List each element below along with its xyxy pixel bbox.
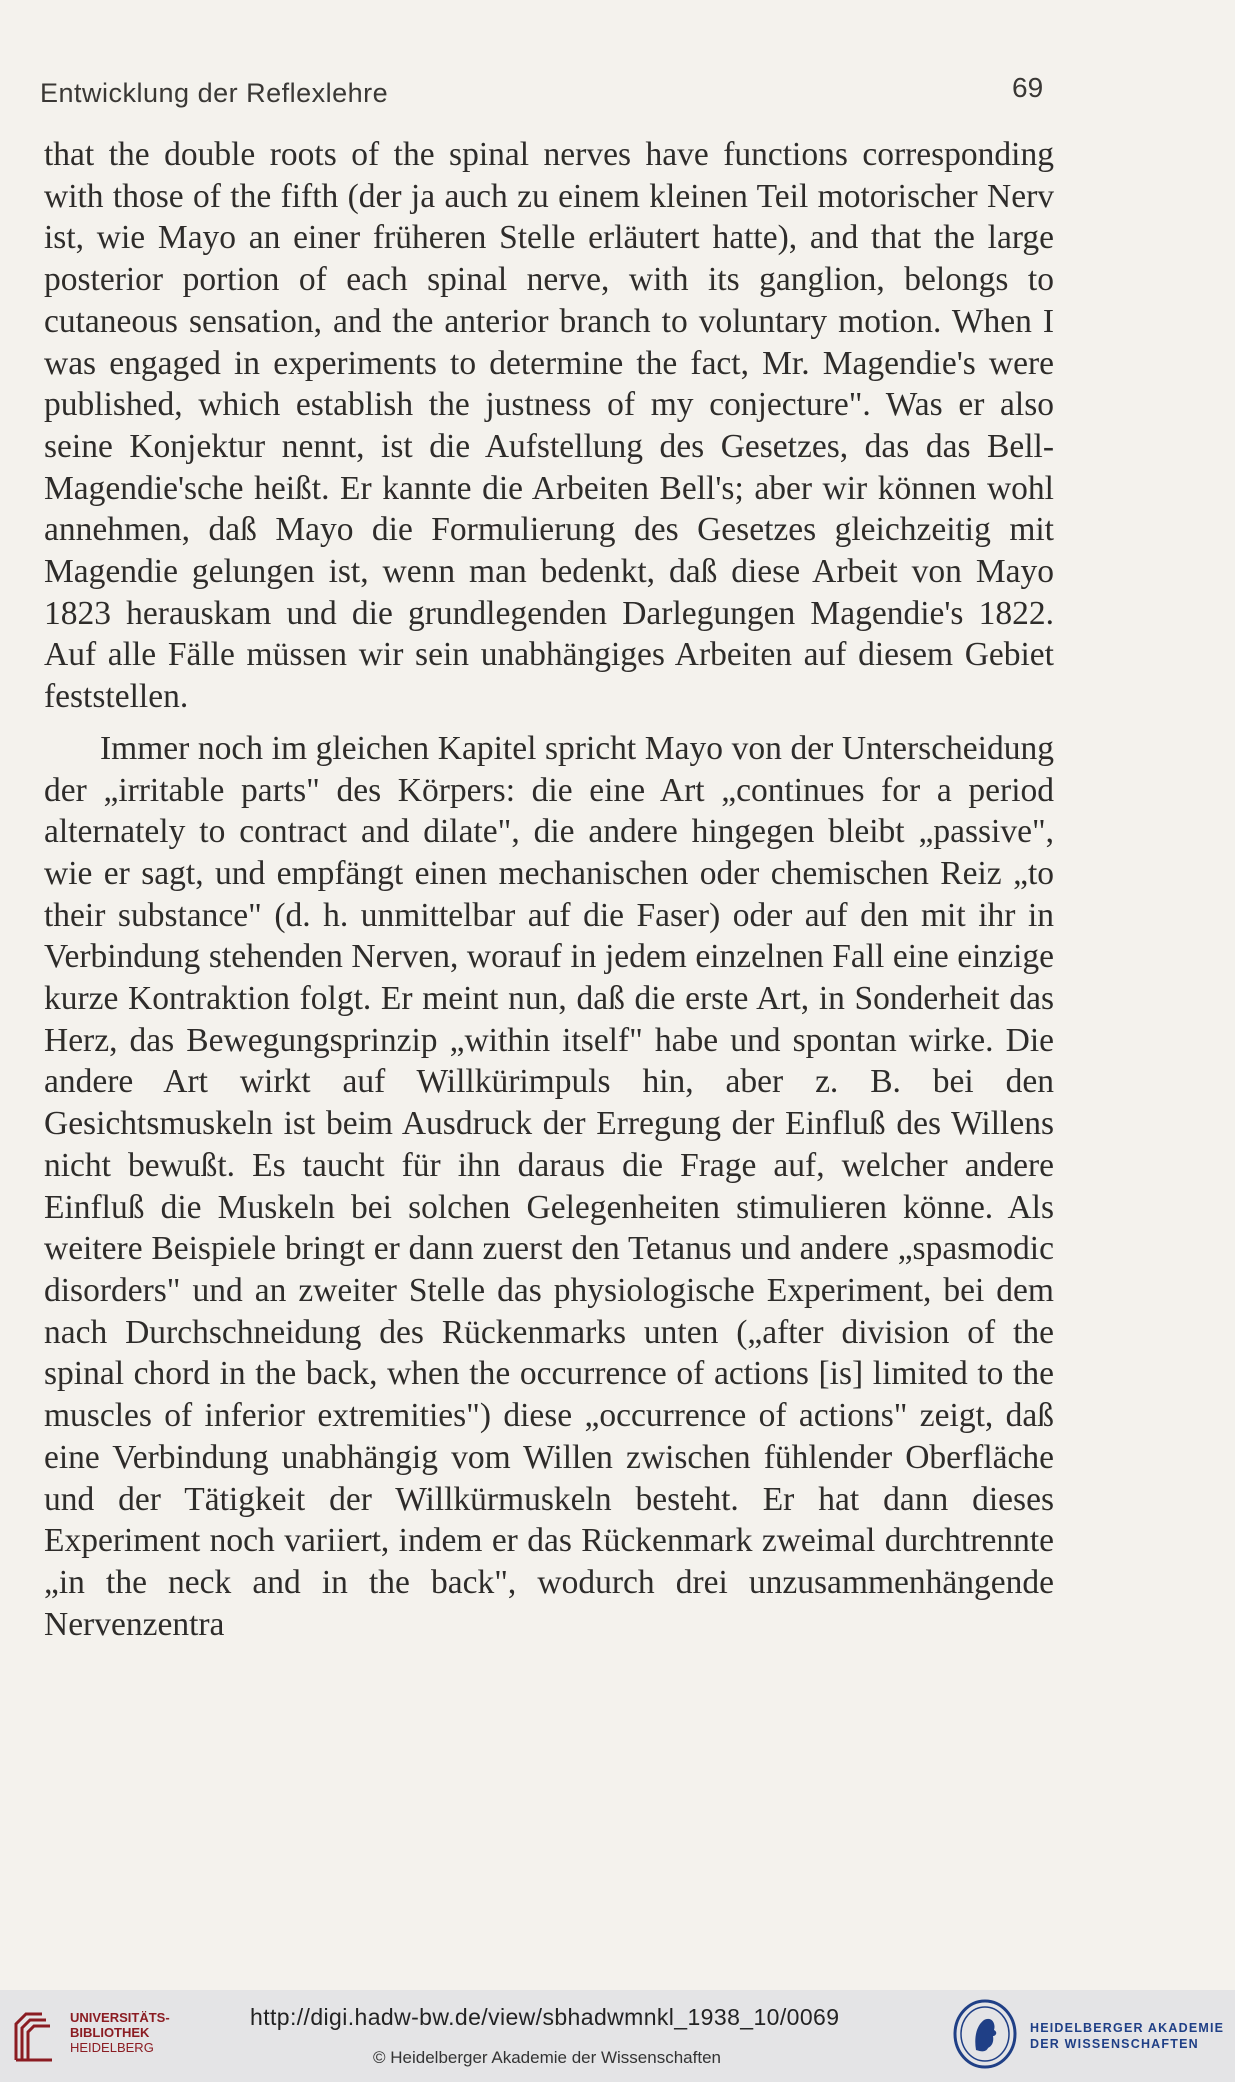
academy-seal-icon	[952, 1998, 1018, 2070]
running-title: Entwicklung der Reflexlehre	[40, 78, 389, 108]
paragraph-1: that the double roots of the spinal nerves have functions corresponding with those of the fifth (der ja auch zu einem kleinen Teil motorischer Nerv ist, wie Mayo an einer früheren Stelle erläutert hatte), and that the large posterior portion of each spinal nerve, with its ganglion, belongs to cutaneous sensation, and the anterior branch to voluntary motion. When I was engaged in experiments to determine the fact, Mr. Magendie's were published, which establish the justness of my conjecture". Was er also seine Konjektur nennt, ist die Aufstellung des Gesetzes, das das Bell-Magendie'sche heißt. Er kannte die Arbeiten Bell's; aber wir können wohl annehmen, daß Mayo die Formulierung des Gesetzes gleichzeitig mit Magendie gelungen ist, wenn man bedenkt, daß diese Arbeit von Mayo 1823 herauskam und die grundlegenden Darlegungen Magendie's 1822. Auf alle Fälle müssen wir sein unabhängiges Arbeiten auf diesem Gebiet feststellen.	[44, 136, 1054, 716]
body-text	[44, 134, 1054, 1645]
library-name: UNIVERSITÄTS- BIBLIOTHEK HEIDELBERG	[70, 2010, 170, 2055]
paragraph-2: Immer noch im gleichen Kapitel spricht Mayo von der Unterscheidung der „irritable parts" des Körpers: die eine Art „continues for a period alternately to contract and dilate", die andere hingegen bleibt „passive", wie er sagt, und empfängt einen mechanischen oder chemischen Reiz „to their substance" (d. h. unmittelbar auf die Faser) oder auf den mit ihr in Verbindung stehenden Nerven, worauf in jedem einzelnen Fall eine einzige kurze Kontraktion folgt. Er meint nun, daß die erste Art, in Sonderheit das Herz, das Bewegungsprinzip „within itself" habe und spontan wirke. Die andere Art wirkt auf Willkürimpuls hin, aber z. B. bei den Gesichtsmuskeln ist beim Ausdruck der Erregung der Einfluß des Willens nicht bewußt. Es taucht für ihn daraus die Frage auf, welcher andere Einfluß die Muskeln bei solchen Gelegenheiten stimulieren könne. Als weitere Beispiele bringt er dann zuerst den Tetanus und andere „spasmodic disorders" und an zweiter Stelle das physiologische Experiment, bei dem nach Durchschneidung des Rückenmarks unten („after division of the spinal chord in the back, when the occurrence of actions [is] limited to the muscles of inferior extremities") diese „occurrence of actions" zeigt, daß eine Verbindung unabhängig vom Willen zwischen fühlender Oberfläche und der Tätigkeit der Willkürmuskeln besteht. Er hat dann dieses Experiment noch variiert, indem er das Rückenmark zweimal durchtrennte „in the neck and in the back", wodurch drei unzusammenhängende Nervenzentra	[44, 729, 1054, 1643]
viewer-footer	[0, 1990, 1235, 2082]
page-number: 69	[1012, 72, 1044, 103]
copyright-notice: © Heidelberger Akademie der Wissenschaften	[373, 2048, 721, 2067]
university-library-logo-icon	[12, 2004, 56, 2064]
academy-name: HEIDELBERGER AKADEMIE DER WISSENSCHAFTEN	[1030, 2021, 1225, 2051]
permalink-url[interactable]: http://digi.hadw-bw.de/view/sbhadwmnkl_1938_10/0069	[250, 2004, 840, 2030]
